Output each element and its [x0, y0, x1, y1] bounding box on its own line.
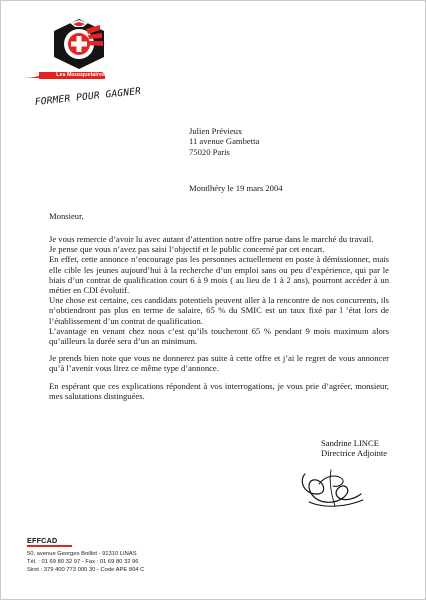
recipient-address	[189, 126, 259, 157]
date-line: Montlhéry le 19 mars 2004	[189, 183, 283, 193]
paragraph: En espérant que ces explications répondent à vos interrogations, je vous prie d’agréer, monsieur, mes salutations distinguées.	[49, 380, 389, 401]
recipient-city: 75020 Paris	[189, 146, 230, 157]
signatory-block	[321, 438, 387, 459]
salutation: Monsieur,	[49, 211, 84, 221]
signatory-title: Directrice Adjointe	[321, 448, 388, 459]
letter-body	[49, 234, 389, 401]
footer-rule	[27, 545, 72, 547]
paragraph: Une chose est certaine, ces candidats potentiels peuvent aller à la rencontre de nos concurrents, ils n’obtiendront pas plus en terme de salaire, 65 % du SMIC est un taux fixé par l ’état lors de l’établissement d’un contrat de qualification.	[49, 295, 389, 326]
footer-phone: Tél. : 01 69 80 32 97 - Fax : 01 69 80 32 96	[27, 559, 139, 565]
handwritten-slogan: FORMER POUR GAGNER	[34, 85, 142, 108]
musketeer-logo-icon	[50, 17, 108, 71]
brand-logo	[50, 17, 108, 71]
recipient-name: Julien Prévieux	[189, 126, 243, 136]
paragraph: L’avantage en venant chez nous c’est qu’ils toucheront 65 % pendant 9 mois maximum alors qu’ailleurs la durée sera d’un an minimum.	[49, 325, 389, 347]
footer-company: EFFCAD	[27, 536, 58, 545]
paragraph: Je prends bien note que vous ne donnerez pas suite à cette offre et j’ai le regret de vous annoncer qu’à l’avenir vous lirez ce même type d’annonce.	[49, 353, 389, 374]
recipient-street: 11 avenue Gambetta	[189, 136, 260, 147]
footer-siret: Siret : 379 400 773 000 30 - Code APE 804 C	[27, 567, 145, 573]
footer-address: 50, avenue Georges Boillot - 91310 LINAS	[27, 551, 137, 557]
paragraph: En effet, cette annonce n’encourage pas les personnes actuellement en poste à démissionner, mais elle cible les jeunes aujourd’hui à la recherche d’un emploi sans ou peu d’expérience, qui par le biais d’un contrat de qualification court 6 à 9 mois ( au lieu de 1 à 2 ans), pourront accéder à un métier en CDI évolutif.	[49, 254, 389, 296]
paragraph: Je vous remercie d’avoir lu avec autant d’attention notre offre parue dans le marché du travail.	[49, 234, 374, 244]
signatory-name: Sandrine LINCE	[321, 438, 379, 448]
paragraph: Je pense que vous n’avez pas saisi l’objectif et le public concerné par cet encart.	[49, 244, 325, 255]
handwritten-signature-icon	[295, 464, 367, 512]
brand-name: Les Mousquetaires	[56, 72, 105, 78]
